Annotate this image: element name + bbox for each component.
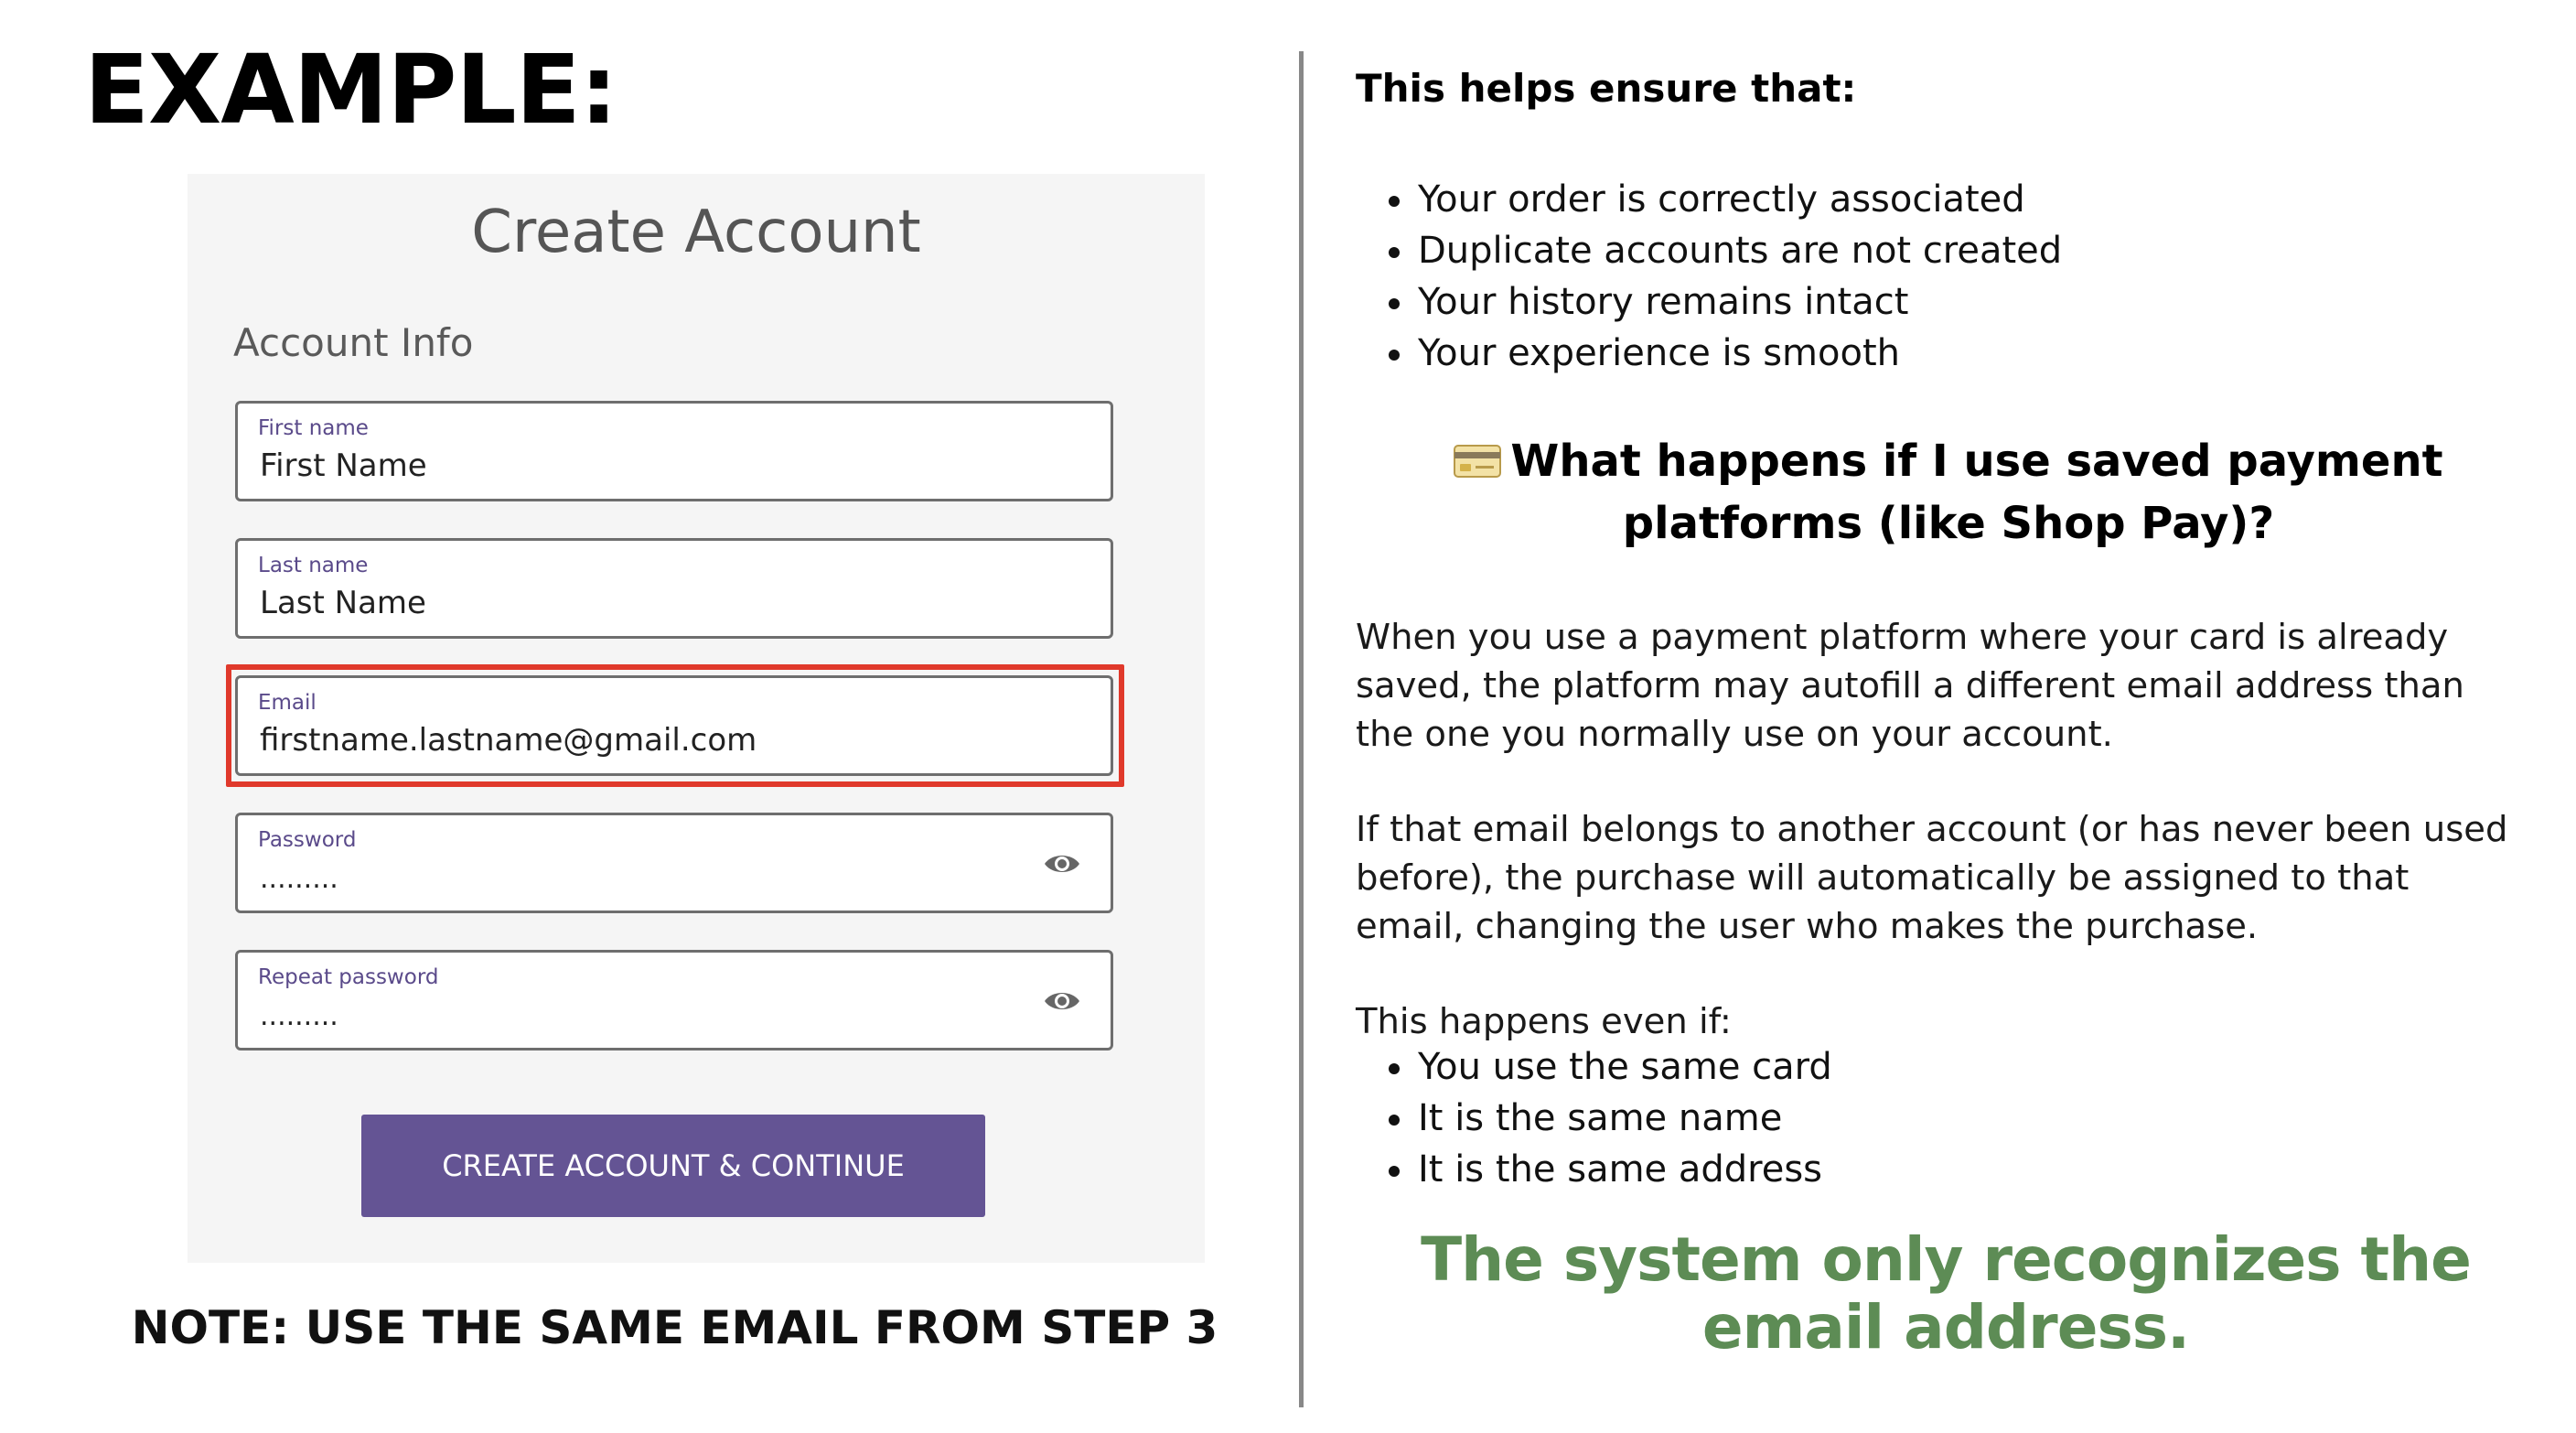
list-item: Your experience is smooth [1356,328,2062,379]
create-account-form [188,174,1205,1263]
form-title: Create Account [471,199,921,266]
email-field[interactable] [235,675,1113,776]
account-info-heading: Account Info [233,320,474,365]
note-text: NOTE: USE THE SAME EMAIL FROM STEP 3 [131,1301,1218,1354]
list-item: It is the same address [1356,1144,1832,1195]
even-if-list [1356,1041,1832,1195]
vertical-divider [1299,51,1304,1407]
email-label: Email [258,691,317,715]
credit-card-icon [1454,445,1501,478]
first-name-label: First name [258,416,369,440]
faq-title-line-2: platforms (like Shop Pay)? [1622,498,2275,549]
paragraph-line: This happens even if: [1356,1001,1732,1042]
paragraph-line: When you use a payment platform where your card is already [1356,617,2449,658]
eye-icon[interactable] [1043,987,1081,1015]
list-item: You use the same card [1356,1041,1832,1093]
even-if-text [1356,997,2545,1046]
conclusion-line-2: email address. [1701,1292,2190,1363]
list-item: Your history remains intact [1356,276,2062,328]
repeat-password-label: Repeat password [258,965,439,989]
paragraph-line: the one you normally use on your account. [1356,714,2113,755]
list-item: Duplicate accounts are not created [1356,225,2062,276]
ensure-list [1356,174,2062,379]
paragraph-line: If that email belongs to another account (or has never been used [1356,809,2508,850]
last-name-field[interactable] [235,538,1113,639]
eye-icon[interactable] [1043,850,1081,878]
conclusion-line-1: The system only recognizes the [1421,1224,2471,1295]
paragraph-line: before), the purchase will automatically be assigned to that [1356,857,2410,899]
password-label: Password [258,828,357,852]
faq-title-line-1: What happens if I use saved payment [1510,436,2443,487]
last-name-value: Last Name [260,585,426,621]
paragraph-line: email, changing the user who makes the purchase. [1356,906,2259,947]
ensure-title: This helps ensure that: [1356,66,1857,111]
first-name-field[interactable] [235,401,1113,501]
paragraph-other-account [1356,805,2545,951]
create-account-button[interactable]: CREATE ACCOUNT & CONTINUE [361,1115,985,1217]
password-field[interactable] [235,813,1113,913]
repeat-password-field[interactable] [235,950,1113,1051]
conclusion-text [1356,1226,2536,1362]
list-item: Your order is correctly associated [1356,174,2062,225]
password-value: ......... [260,863,338,895]
repeat-password-value: ......... [260,1000,338,1032]
list-item: It is the same name [1356,1093,1832,1144]
paragraph-autofill [1356,613,2545,759]
faq-heading [1411,430,2486,555]
first-name-value: First Name [260,447,427,484]
last-name-label: Last name [258,554,369,577]
example-heading: EXAMPLE: [84,34,617,145]
paragraph-line: saved, the platform may autofill a different email address than [1356,665,2464,706]
email-value: firstname.lastname@gmail.com [260,722,757,759]
